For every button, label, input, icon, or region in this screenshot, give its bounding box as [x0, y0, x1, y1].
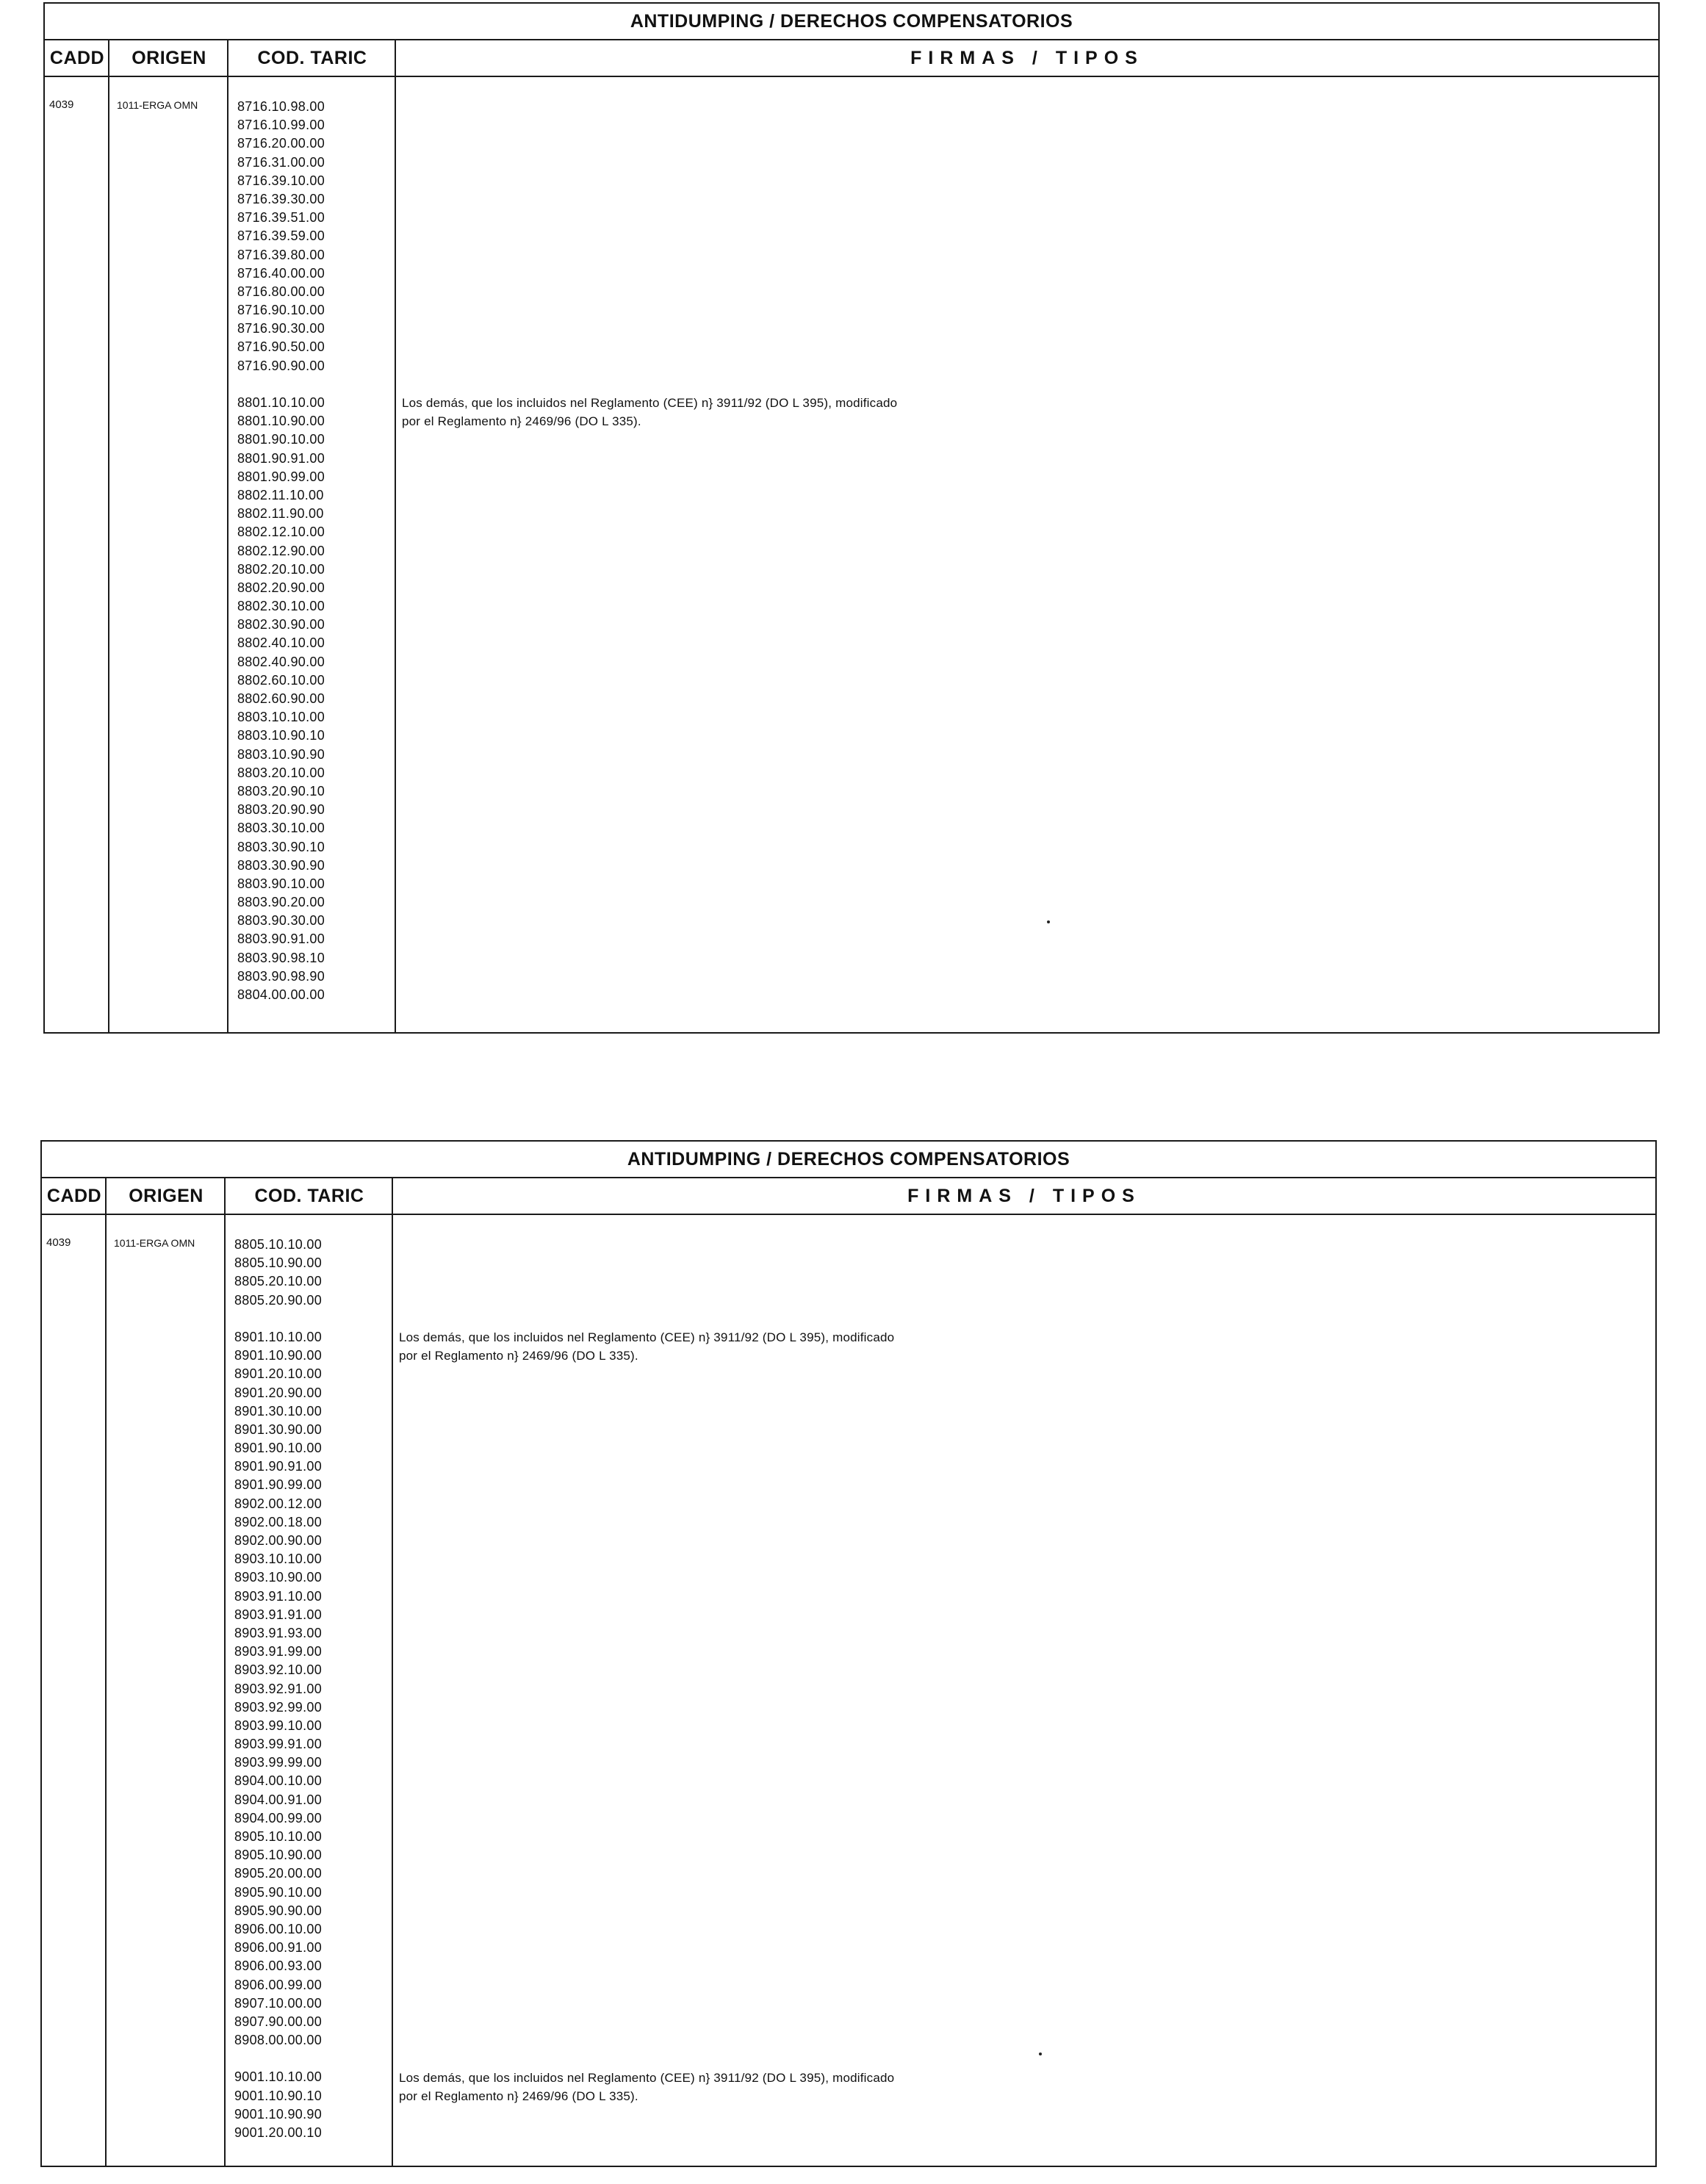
origen-value: 1011-ERGA OMN — [117, 99, 198, 111]
taric-code: 8803.10.90.90 — [237, 746, 325, 762]
taric-code: 8902.00.90.00 — [234, 1533, 323, 1548]
taric-code: 8906.00.91.00 — [234, 1940, 323, 1956]
taric-code: 8716.31.00.00 — [237, 154, 325, 170]
taric-code: 8803.90.91.00 — [237, 931, 325, 947]
taric-code: 8803.20.90.90 — [237, 802, 325, 818]
firmas-note — [402, 394, 897, 430]
scan-speck — [1039, 2053, 1042, 2055]
taric-code: 8907.10.00.00 — [234, 1995, 323, 2011]
taric-code: 9001.10.90.10 — [234, 2088, 323, 2103]
taric-code: 8716.10.99.00 — [237, 118, 325, 133]
taric-code: 9001.20.00.10 — [234, 2125, 323, 2140]
header-cadd: CADD — [46, 1186, 102, 1206]
note-line: por el Reglamento n} 2469/96 (DO L 335). — [402, 414, 641, 429]
taric-code: 8802.12.10.00 — [237, 525, 325, 540]
note-line: Los demás, que los incluidos nel Reglamento (CEE) n} 3911/92 (DO L 395), modificado — [402, 396, 898, 411]
taric-code: 8903.91.93.00 — [234, 1625, 323, 1640]
taric-code: 8903.99.10.00 — [234, 1718, 323, 1733]
taric-code: 8801.90.10.00 — [237, 432, 325, 447]
note-line: por el Reglamento n} 2469/96 (DO L 335). — [399, 2089, 638, 2104]
taric-code: 8802.30.90.00 — [237, 617, 325, 633]
header-firmas-tipos: FIRMAS / TIPOS — [907, 1186, 1141, 1206]
taric-code: 8902.00.18.00 — [234, 1514, 323, 1529]
taric-code: 8903.92.99.00 — [234, 1699, 323, 1715]
taric-code: 8803.90.10.00 — [237, 876, 325, 891]
taric-code: 8901.90.99.00 — [234, 1477, 323, 1493]
taric-code: 8904.00.91.00 — [234, 1792, 323, 1807]
group-gap — [237, 375, 392, 394]
taric-code: 8803.20.90.10 — [237, 783, 325, 799]
table-body — [42, 1215, 1655, 2166]
taric-code: 8905.20.00.00 — [234, 1866, 323, 1881]
taric-code: 8903.99.91.00 — [234, 1737, 323, 1752]
taric-code: 8716.90.90.00 — [237, 358, 325, 373]
customs-table-2 — [40, 1140, 1657, 2167]
taric-code: 8716.10.98.00 — [237, 99, 325, 114]
taric-code: 8803.90.30.00 — [237, 913, 325, 929]
taric-code: 8901.20.10.00 — [234, 1366, 323, 1382]
taric-code: 8802.60.10.00 — [237, 672, 325, 688]
taric-code: 8802.12.90.00 — [237, 543, 325, 558]
taric-code: 8905.10.90.00 — [234, 1848, 323, 1863]
header-cadd: CADD — [49, 48, 105, 68]
header-firmas-tipos: FIRMAS / TIPOS — [910, 48, 1144, 68]
taric-code: 8901.10.10.00 — [234, 1329, 323, 1344]
taric-code: 8901.30.10.00 — [234, 1403, 323, 1419]
taric-code: 8803.30.90.10 — [237, 839, 325, 854]
taric-code: 8802.20.90.00 — [237, 580, 325, 595]
taric-code: 8903.99.99.00 — [234, 1755, 323, 1770]
header-row — [45, 40, 1658, 77]
taric-code: 8803.20.10.00 — [237, 765, 325, 780]
note-line: por el Reglamento n} 2469/96 (DO L 335). — [399, 1349, 638, 1363]
taric-code: 8802.40.90.00 — [237, 654, 325, 669]
note-line: Los demás, que los incluidos nel Reglamento (CEE) n} 3911/92 (DO L 395), modificado — [399, 1330, 895, 1344]
taric-code: 9001.10.10.00 — [234, 2069, 323, 2085]
taric-code: 8716.39.51.00 — [237, 210, 325, 226]
taric-code: 8801.10.90.00 — [237, 414, 325, 429]
taric-code: 8802.11.90.00 — [237, 506, 324, 522]
taric-code: 8802.20.10.00 — [237, 561, 325, 577]
firmas-note — [399, 2069, 894, 2105]
taric-code: 8901.20.90.00 — [234, 1385, 323, 1400]
taric-code: 8716.39.10.00 — [237, 173, 325, 188]
group-gap — [234, 1310, 389, 1328]
taric-code: 8716.90.30.00 — [237, 321, 325, 336]
taric-code: 8901.10.90.00 — [234, 1348, 323, 1363]
taric-code: 8907.90.00.00 — [234, 2014, 323, 2029]
taric-code: 8904.00.99.00 — [234, 1810, 323, 1826]
taric-code: 8716.39.30.00 — [237, 191, 325, 206]
cadd-value: 4039 — [46, 1236, 71, 1249]
taric-code: 8903.92.91.00 — [234, 1681, 323, 1696]
taric-code: 8716.20.00.00 — [237, 136, 325, 151]
taric-code: 8903.10.10.00 — [234, 1551, 323, 1567]
taric-code: 8716.90.50.00 — [237, 339, 325, 355]
customs-table-1 — [43, 2, 1660, 1034]
taric-code: 8802.11.10.00 — [237, 487, 324, 502]
taric-code: 8801.90.91.00 — [237, 450, 325, 466]
taric-code: 8901.90.91.00 — [234, 1459, 323, 1474]
taric-code: 8905.10.10.00 — [234, 1829, 323, 1844]
header-cod-taric: COD. TARIC — [257, 48, 367, 68]
taric-code: 8716.80.00.00 — [237, 284, 325, 299]
taric-code: 8716.39.59.00 — [237, 228, 325, 244]
taric-code: 8802.40.10.00 — [237, 635, 325, 651]
taric-code: 8901.90.10.00 — [234, 1441, 323, 1456]
taric-code: 8903.92.10.00 — [234, 1662, 323, 1678]
table-title: ANTIDUMPING / DERECHOS COMPENSATORIOS — [42, 1142, 1655, 1178]
taric-code: 8803.90.98.10 — [237, 950, 325, 965]
taric-code: 8805.10.90.00 — [234, 1255, 323, 1271]
header-cod-taric: COD. TARIC — [254, 1186, 364, 1206]
taric-code: 8901.30.90.00 — [234, 1421, 323, 1437]
taric-code: 8801.10.10.00 — [237, 395, 325, 410]
taric-code: 8803.90.20.00 — [237, 895, 325, 910]
taric-code: 8802.30.10.00 — [237, 599, 325, 614]
note-line: Los demás, que los incluidos nel Reglamento (CEE) n} 3911/92 (DO L 395), modificado — [399, 2071, 895, 2085]
header-origen: ORIGEN — [132, 48, 206, 68]
taric-code: 8716.90.10.00 — [237, 303, 325, 318]
scan-speck — [1047, 920, 1050, 923]
taric-code: 8903.91.10.00 — [234, 1588, 323, 1604]
taric-code: 8905.90.10.00 — [234, 1884, 323, 1900]
header-origen: ORIGEN — [129, 1186, 204, 1206]
taric-code: 8716.39.80.00 — [237, 247, 325, 262]
taric-code: 8908.00.00.00 — [234, 2033, 323, 2048]
taric-code: 8803.30.90.90 — [237, 857, 325, 873]
taric-code: 8906.00.10.00 — [234, 1921, 323, 1936]
taric-codes — [237, 98, 392, 1004]
taric-code: 8803.10.10.00 — [237, 710, 325, 725]
taric-code: 8904.00.10.00 — [234, 1773, 323, 1789]
taric-code: 8805.20.10.00 — [234, 1274, 323, 1289]
taric-code: 8903.91.99.00 — [234, 1644, 323, 1659]
taric-code: 8803.30.10.00 — [237, 821, 325, 836]
table-body — [45, 77, 1658, 1032]
taric-code: 8903.91.91.00 — [234, 1607, 323, 1622]
taric-code: 8716.40.00.00 — [237, 265, 325, 281]
taric-code: 8803.10.90.10 — [237, 728, 325, 743]
taric-code: 8905.90.90.00 — [234, 1903, 323, 1918]
header-row — [42, 1178, 1655, 1215]
taric-code: 8906.00.99.00 — [234, 1977, 323, 1992]
taric-code: 8802.60.90.00 — [237, 691, 325, 706]
taric-codes — [234, 1236, 389, 2142]
taric-code: 8805.20.90.00 — [234, 1292, 323, 1308]
taric-code: 9001.10.90.90 — [234, 2106, 323, 2122]
origen-value: 1011-ERGA OMN — [114, 1237, 195, 1249]
taric-code: 8906.00.93.00 — [234, 1958, 323, 1974]
taric-code: 8805.10.10.00 — [234, 1237, 323, 1252]
taric-code: 8804.00.00.00 — [237, 987, 325, 1002]
group-gap — [234, 2050, 389, 2068]
cadd-value: 4039 — [49, 98, 74, 111]
taric-code: 8801.90.99.00 — [237, 469, 325, 484]
taric-code: 8902.00.12.00 — [234, 1496, 323, 1511]
taric-code: 8903.10.90.00 — [234, 1570, 323, 1585]
firmas-note — [399, 1328, 894, 1365]
taric-code: 8803.90.98.90 — [237, 968, 325, 984]
table-title: ANTIDUMPING / DERECHOS COMPENSATORIOS — [45, 4, 1658, 40]
